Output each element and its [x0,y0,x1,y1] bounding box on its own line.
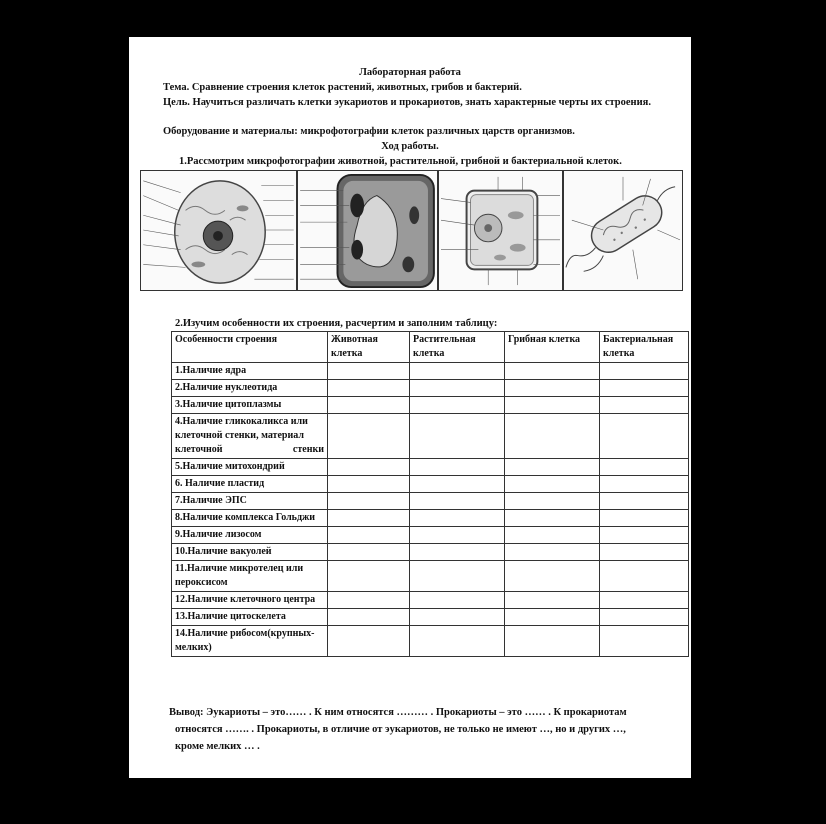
row-label: 2.Наличие нуклеотида [172,380,328,397]
answer-cell[interactable] [600,414,689,459]
conclusion-line-3: кроме мелких … . [175,741,260,752]
plant-cell-diagram-icon [439,171,562,290]
answer-cell[interactable] [505,609,600,626]
row-label: 8.Наличие комплекса Гольджи [172,510,328,527]
row-label: 1.Наличие ядра [172,363,328,380]
row-label: 14.Наличие рибосом(крупных-мелких) [172,626,328,657]
row-label: 7.Наличие ЭПС [172,493,328,510]
header-bacterial: Бактериальная клетка [600,332,689,363]
answer-cell[interactable] [505,380,600,397]
table-row [172,544,689,561]
answer-cell[interactable] [505,527,600,544]
table-row [172,397,689,414]
header-fungal: Грибная клетка [505,332,600,363]
answer-cell[interactable] [328,363,410,380]
row-label: 3.Наличие цитоплазмы [172,397,328,414]
header-plant: Растительная клетка [410,332,505,363]
answer-cell[interactable] [410,414,505,459]
header-features: Особенности строения [172,332,328,363]
answer-cell[interactable] [328,527,410,544]
answer-cell[interactable] [328,476,410,493]
conclusion-line-2: относятся ……. . Прокариоты, в отличие от эукариотов, не только не имеют …, но и других …, [175,724,626,735]
answer-cell[interactable] [410,380,505,397]
answer-cell[interactable] [505,510,600,527]
answer-cell[interactable] [600,493,689,510]
answer-cell[interactable] [600,626,689,657]
table-row [172,459,689,476]
answer-cell[interactable] [328,592,410,609]
answer-cell[interactable] [410,527,505,544]
plant-micrograph-image [297,170,438,291]
bacterial-cell-diagram-icon [564,171,682,290]
answer-cell[interactable] [328,397,410,414]
answer-cell[interactable] [328,380,410,397]
table-row [172,380,689,397]
answer-cell[interactable] [505,476,600,493]
doc-progress-heading: Ход работы. [381,141,439,152]
table-row [172,609,689,626]
answer-cell[interactable] [505,414,600,459]
header-animal: Животная клетка [328,332,410,363]
table-row [172,527,689,544]
answer-cell[interactable] [505,363,600,380]
answer-cell[interactable] [600,544,689,561]
answer-cell[interactable] [600,527,689,544]
answer-cell[interactable] [600,380,689,397]
answer-cell[interactable] [505,561,600,592]
answer-cell[interactable] [505,544,600,561]
answer-cell[interactable] [328,493,410,510]
plant-cell-micrograph-icon [298,171,437,290]
doc-goal: Цель. Научиться различать клетки эукариотов и прокариотов, знать характерные черты их строения. [163,97,651,108]
plant-cell-image [438,170,563,291]
table-row [172,510,689,527]
comparison-table [171,331,689,657]
answer-cell[interactable] [328,544,410,561]
answer-cell[interactable] [410,397,505,414]
answer-cell[interactable] [410,592,505,609]
row-label: 10.Наличие вакуолей [172,544,328,561]
answer-cell[interactable] [410,510,505,527]
doc-topic: Тема. Сравнение строения клеток растений, животных, грибов и бактерий. [163,82,522,93]
row-label: 9.Наличие лизосом [172,527,328,544]
answer-cell[interactable] [410,626,505,657]
answer-cell[interactable] [600,592,689,609]
answer-cell[interactable] [505,459,600,476]
row-label: 13.Наличие цитоскелета [172,609,328,626]
answer-cell[interactable] [410,609,505,626]
answer-cell[interactable] [505,592,600,609]
answer-cell[interactable] [328,459,410,476]
table-row [172,363,689,380]
table-row [172,414,689,459]
answer-cell[interactable] [328,414,410,459]
bacterial-cell-image [563,170,683,291]
answer-cell[interactable] [328,609,410,626]
answer-cell[interactable] [505,397,600,414]
answer-cell[interactable] [410,476,505,493]
row-label: 4.Наличие гликокаликса или клеточной стенки, материал клеточной стенки [172,414,328,459]
doc-title: Лабораторная работа [359,67,461,78]
animal-cell-image [140,170,297,291]
row-label: 12.Наличие клеточного центра [172,592,328,609]
animal-cell-diagram-icon [141,171,296,290]
answer-cell[interactable] [505,493,600,510]
row-label: 5.Наличие митохондрий [172,459,328,476]
conclusion [169,704,683,755]
answer-cell[interactable] [600,459,689,476]
answer-cell[interactable] [328,561,410,592]
answer-cell[interactable] [600,510,689,527]
answer-cell[interactable] [600,609,689,626]
doc-step2: 2.Изучим особенности их строения, расчертим и заполним таблицу: [175,318,498,329]
answer-cell[interactable] [600,561,689,592]
table-row [172,561,689,592]
worksheet-page [129,37,691,778]
answer-cell[interactable] [328,626,410,657]
row-label: 11.Наличие микротелец или пероксисом [172,561,328,592]
answer-cell[interactable] [505,626,600,657]
answer-cell[interactable] [600,476,689,493]
table-row [172,626,689,657]
answer-cell[interactable] [600,363,689,380]
row-label: 6. Наличие пластид [172,476,328,493]
doc-step1: 1.Рассмотрим микрофотографии животной, растительной, грибной и бактериальной клеток. [179,156,622,167]
table-row [172,493,689,510]
answer-cell[interactable] [600,397,689,414]
answer-cell[interactable] [410,459,505,476]
table-row [172,476,689,493]
answer-cell[interactable] [410,363,505,380]
doc-equipment: Оборудование и материалы: микрофотографии клеток различных царств организмов. [163,126,575,137]
answer-cell[interactable] [410,493,505,510]
table-row [172,592,689,609]
answer-cell[interactable] [410,544,505,561]
conclusion-line-1: Вывод: Эукариоты – это…… . К ним относятся ……… . Прокариоты – это …… . К прокариотам [169,707,627,718]
table-header-row [172,332,689,363]
answer-cell[interactable] [410,561,505,592]
answer-cell[interactable] [328,510,410,527]
